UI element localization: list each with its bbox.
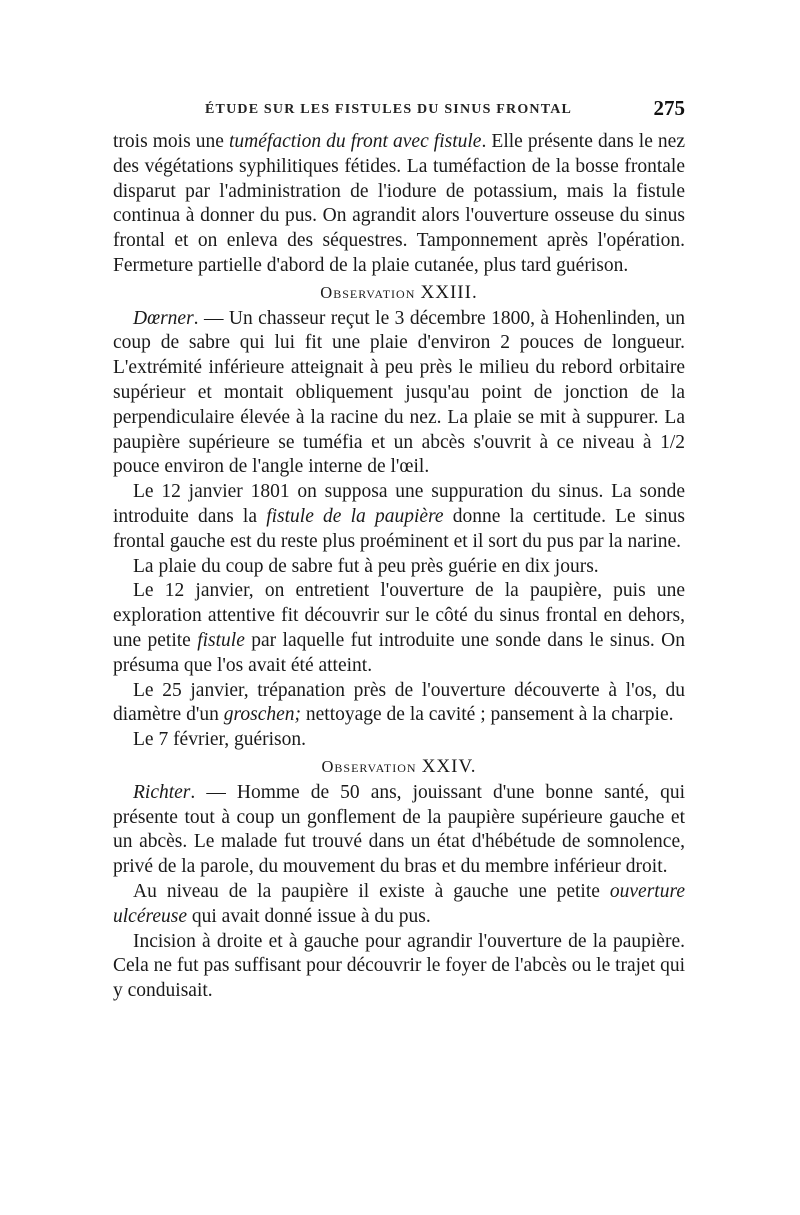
observation-number: XXIII. — [420, 281, 478, 303]
text-run: Le 12 janvier, on entretient l'ouverture de la paupière, puis une exploration attentive fit découvrir sur le côté du sinus frontal en dehors, une petite — [113, 580, 685, 651]
text-run: Le 25 janvier, trépanation près de l'ouverture découverte à l'os, du diamètre d'un — [113, 679, 685, 726]
observation-word: Observation — [320, 282, 416, 302]
author-name: Dœrner — [133, 307, 194, 329]
text-run: nettoyage de la cavité ; pansement à la charpie. — [301, 704, 674, 726]
text-run: . Elle présente dans le nez des végétations syphilitiques fétides. La tuméfaction de la bosse frontale disparut par l'administration de l'iodure de potassium, mais la fistule continua à donner du pus. On agrandit alors l'ouverture osseuse du sinus frontal et on enleva des séquestres. Tamponnement après l'opération. Fermeture partielle d'abord de la plaie cutanée, plus tard guérison. — [113, 131, 685, 276]
observation-24-paragraph — [113, 781, 685, 880]
text-run: trois mois une — [113, 131, 229, 152]
observation-number: XXIV. — [421, 755, 477, 777]
page-header — [113, 96, 685, 126]
page-number: 275 — [653, 96, 685, 120]
observation-24-paragraph — [113, 880, 685, 930]
dash: . — — [193, 307, 229, 329]
text-run: Un chasseur reçut le 3 décembre 1800, à Hohenlinden, un coup de sabre qui lui fit une plaie d'environ 2 pouces de longueur. L'extrémité inférieure atteignait à peu près le milieu du rebord orbitaire supérieur et montait obliquement jusqu'au point de jonction de la perpendiculaire élevée à la racine du nez. La plaie se mit à suppurer. La paupière supérieure se tuméfia et un abcès s'ouvrit à ce niveau à 1/2 pouce environ de l'angle interne de l'œil. — [113, 307, 685, 478]
paragraph-continuation — [113, 130, 685, 279]
dash: . — — [190, 781, 237, 803]
text-run: Au niveau de la paupière il existe à gauche une petite — [133, 880, 610, 902]
text-run: Le 12 janvier 1801 on supposa une suppuration du sinus. La sonde introduite dans la — [113, 481, 685, 527]
observation-word: Observation — [321, 756, 417, 776]
observation-23-paragraph — [113, 579, 685, 678]
text-run: par laquelle fut introduite une sonde dans le sinus. On présuma que l'os avait été atteint. — [113, 629, 685, 676]
italic-phrase: groschen; — [223, 704, 301, 726]
observation-23-paragraph — [113, 307, 685, 481]
observation-23-title — [113, 279, 685, 307]
running-head: ÉTUDE SUR LES FISTULES DU SINUS FRONTAL — [205, 102, 573, 117]
observation-23-paragraph: Le 7 février, guérison. — [133, 729, 307, 751]
italic-phrase: fistule — [197, 629, 245, 651]
page-body — [113, 130, 685, 1004]
italic-phrase: tuméfaction du front avec fistule — [229, 131, 482, 152]
observation-23-paragraph: La plaie du coup de sabre fut à peu près guérie en dix jours. — [133, 555, 599, 577]
italic-phrase: fistule de la paupière — [266, 505, 444, 527]
observation-23-paragraph — [113, 480, 685, 554]
text-run: donne la certitude. Le sinus frontal gauche est du reste plus proéminent et il sort du pus par la narine. — [113, 505, 685, 552]
text-run: Homme de 50 ans, jouissant d'une bonne santé, qui présente tout à coup un gonflement de la paupière supérieure gauche et un abcès. Le malade fut trouvé dans un état d'hébétude de somnolence, privé de la parole, du mouvement du bras et du membre inférieur droit. — [113, 781, 685, 878]
observation-23-paragraph — [113, 679, 685, 729]
italic-phrase: ouverture ulcéreuse — [113, 880, 685, 927]
observation-24-title — [113, 753, 685, 781]
author-name: Richter — [133, 781, 191, 803]
observation-24-paragraph: Incision à droite et à gauche pour agrandir l'ouverture de la paupière. Cela ne fut pas suffisant pour découvrir le foyer de l'abcès ou le trajet qui y conduisait. — [113, 930, 685, 1002]
text-run: qui avait donné issue à du pus. — [187, 905, 431, 927]
